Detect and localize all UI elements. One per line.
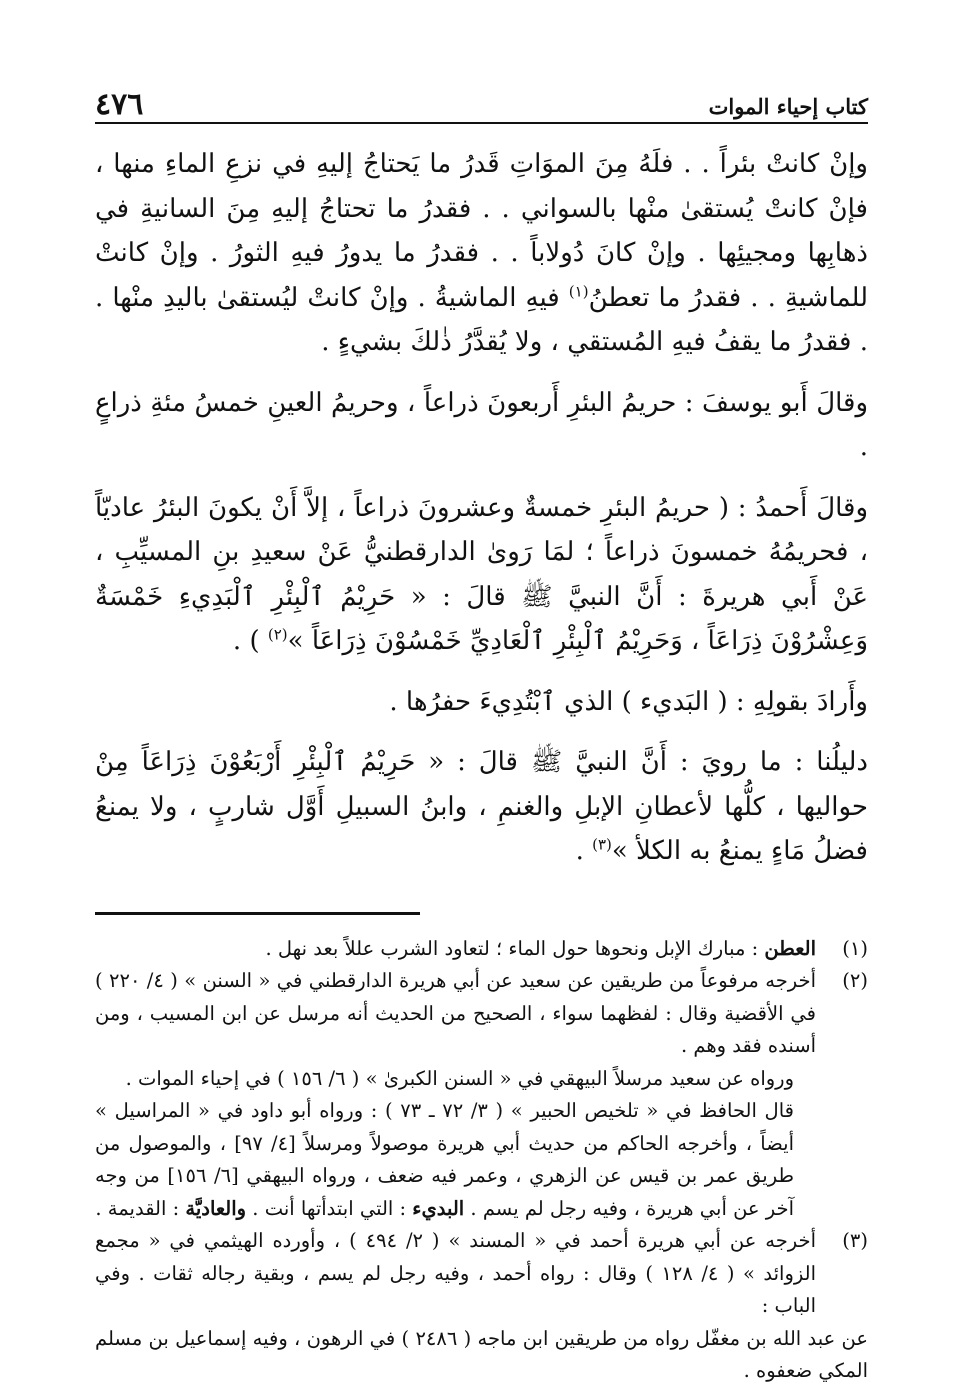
footnote-term: البديء <box>412 1196 465 1220</box>
paragraph-text: وأَرادَ بقولِهِ : ( البَديء ) الذي ٱبْتُدِيءَ حفرُها . <box>389 686 868 717</box>
footnote <box>95 965 868 1225</box>
footnote-line: عن عبد الله بن مغفّل رواه من طريقين ابن ماجه ( ٢٤٨٦ ) في الرهون ، وفيه إسماعيل بن مسلم المكي ضعفوه . <box>95 1326 868 1382</box>
footnote-line <box>95 933 816 966</box>
footnote-body <box>95 1225 868 1388</box>
footnote-line: أخرجه عن أبي هريرة أحمد في « المسند » ( ٢/ ٤٩٤ ) ، وأورده الهيثمي في « مجمع الزوائد » ( ٤/ ١٢٨ ) وقال : رواه أحمد ، وفيه رجل لم يسم ، وبقية رجاله ثقات . وفي الباب : <box>95 1229 816 1317</box>
footnote-term: العطن <box>764 936 816 960</box>
paragraph <box>95 680 868 725</box>
paragraph-text: وقالَ أَحمدُ : ( حريمُ البئرِ خمسةٌ وعشرونَ ذراعاً ، إلاَّ أَنْ يكونَ البئرُ عاديّاً ، فحريمُهُ خمسونَ ذراعاً ؛ لمَا رَوىٰ الدارقطنيُّ عَنْ سعيدِ بنِ المسيِّبِ ، عَنْ أَبي هريرةَ : أَنَّ النبيَّ ﷺ قالَ : « حَرِيْمُ ٱلْبِئْرِ ٱلْبَدِيءِ خَمْسَةٌ وَعِشْرُوْنَ ذِرَاعَاً ، وَحَرِيْمُ ٱلْبِئْرِ ٱلْعَادِيِّ خَمْسُوْنَ ذِرَاعَاً » <box>95 492 868 656</box>
footnote-separator <box>95 912 420 915</box>
paragraph-text: . <box>575 836 584 866</box>
footnote-text: قال الحافظ في « تلخيص الحبير » ( ٣/ ٧٢ ـ ٧٣ ) : ورواه أبو داود في « المراسيل » أيضاً ، وأخرجه الحاكم من حديث أبي هريرة موصولاً ومرسلاً [٤/ ٩٧] ، والموصول من طريق عمر بن قيس عن الزهري ، وعمر فيه ضعف ، ورواه البيهقي [٦/ ١٥٦] من وجه آخر عن أبي هريرة ، وفيه رجل لم يسم . <box>95 1099 794 1220</box>
footnote-line: ورواه عن سعيد مرسلاً البيهقي في « السنن الكبرىٰ » ( ٦/ ١٥٦ ) في إحياء الموات . <box>125 1066 794 1090</box>
paragraph <box>95 142 868 365</box>
paragraph-text: دليلُنا : ما رويَ : أَنَّ النبيَّ ﷺ قالَ : « حَرِيْمُ ٱلْبِئْرِ أَرْبَعُوْنَ ذِرَاعَاً مِنْ حواليها ، كلُّها لأعطانِ الإبلِ والغنمِ ، وابنُ السبيلِ أَوَّل شاربٍ ، ولا يمنعُ فضلُ مَاءٍ يمنعُ به الكلأ » <box>95 747 868 866</box>
footnote-line: أخرجه مرفوعاً من طريقين عن سعيد عن أبي هريرة الدارقطني في « السنن » ( ٤/ ٢٢٠ ) في الأقضية وقال : لفظهما سواء ، الصحيح من الحديث أنه مرسل عن ابن المسيب ، ومن أسنده فقد وهم . <box>95 969 816 1057</box>
paragraph <box>95 486 868 664</box>
footnote-number: (١) <box>842 936 868 960</box>
paragraph-text: ) . <box>232 626 260 656</box>
footnote-text: : القديمة . <box>95 1196 180 1220</box>
paragraph <box>95 381 868 470</box>
footnote-body <box>95 965 816 1225</box>
page-number: ٤٧٦ <box>95 87 144 122</box>
paragraph-text: وإنْ كانتْ بئراً . . فلَهُ مِنَ الموَاتِ قَدرُ ما يَحتاجُ إليهِ في نزعِ الماءِ منها ، فإنْ كانتْ يُستقىٰ منْها بالسواني . . فقدرُ ما تحتاجُ إليهِ مِنَ السانيةِ في ذهابِها ومجيئِها . وإنْ كانَ دُولاباً . . فقدرُ ما يدورُ فيهِ الثورُ . وإنْ كانتْ للماشيةِ . . فقدرُ ما تعطنُ <box>95 149 868 313</box>
footnote-ref: (٢) <box>267 625 288 644</box>
page-header <box>95 82 868 124</box>
footnote <box>95 933 868 966</box>
running-title: كتاب إحياء الموات <box>708 94 868 119</box>
footnote-number: (٣) <box>842 1229 868 1252</box>
footnote-body <box>95 933 816 966</box>
footnote-line <box>95 1095 816 1225</box>
footnote <box>95 1225 868 1388</box>
paragraph-text: فيهِ الماشيةُ . وإنْ كانتْ ليُستقىٰ باليدِ منْها . . فقدرُ ما يقفُ فيهِ المُستقي ، ولا يُقدَّرُ ذٰلكَ بشيءٍ . <box>95 282 868 357</box>
paragraph-text: وقالَ أَبو يوسفَ : حريمُ البئرِ أَربعونَ ذراعاً ، وحريمُ العينِ خمسُ مئةِ ذراعٍ . <box>95 387 868 462</box>
main-text <box>95 142 868 874</box>
footnotes <box>95 933 868 1388</box>
footnote-number: (٢) <box>842 969 868 992</box>
footnote-text: : التي ابتدأتها أنت . <box>252 1196 407 1220</box>
footnote-separator-wrap <box>95 874 868 933</box>
footnote-ref: (٣) <box>592 835 612 854</box>
footnote-ref: (١) <box>568 281 589 300</box>
footnote-term: والعاديَّة <box>185 1196 247 1220</box>
paragraph <box>95 740 868 874</box>
footnote-text: : مبارك الإبل ونحوها حول الماء ؛ لتعاود الشرب عللاً بعد نهل . <box>265 936 759 960</box>
